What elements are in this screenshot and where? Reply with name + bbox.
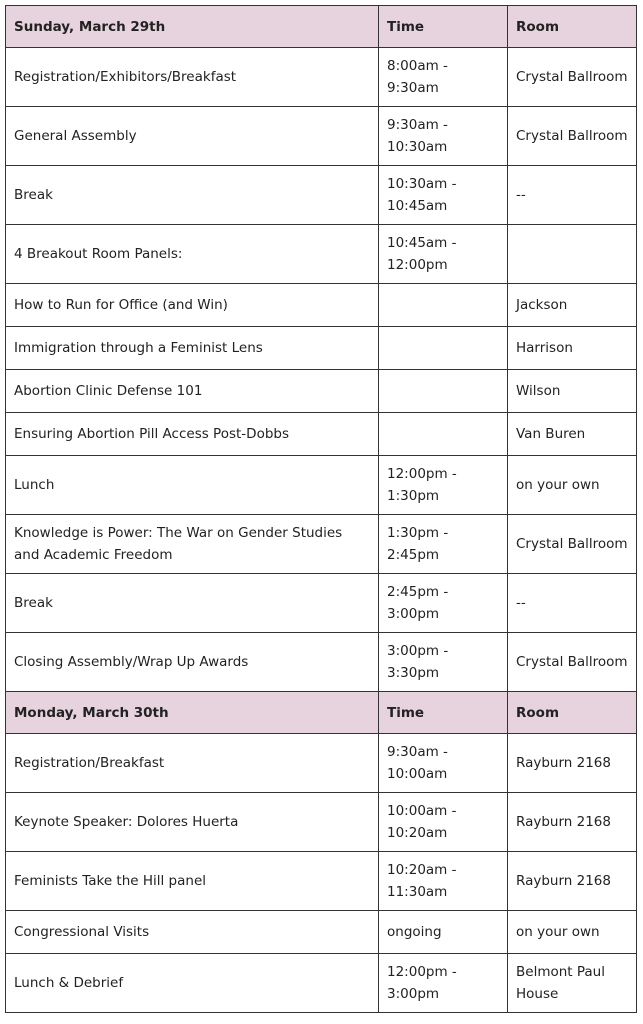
time-line: 10:00am - (387, 803, 457, 819)
time-line: 12:00pm (387, 257, 448, 273)
time-cell (379, 911, 508, 954)
schedule-body (6, 6, 637, 1013)
time-line: 3:30pm (387, 665, 440, 681)
time-cell (379, 633, 508, 692)
time-line: 3:00pm - (387, 643, 449, 659)
time-cell (379, 515, 508, 574)
room-column-header: Room (508, 692, 637, 734)
time-line: 10:45am (387, 198, 448, 214)
time-line: 3:00pm (387, 606, 440, 622)
event-cell: Closing Assembly/Wrap Up Awards (6, 633, 379, 692)
event-cell: Lunch (6, 456, 379, 515)
time-cell (379, 225, 508, 284)
time-column-header: Time (379, 692, 508, 734)
table-row (6, 633, 637, 692)
time-cell (379, 793, 508, 852)
event-cell: Knowledge is Power: The War on Gender Studies and Academic Freedom (6, 515, 379, 574)
table-row (6, 734, 637, 793)
room-cell: Harrison (508, 327, 637, 370)
time-line: 2:45pm (387, 547, 440, 563)
room-cell: Rayburn 2168 (508, 852, 637, 911)
time-cell (379, 574, 508, 633)
room-cell: Crystal Ballroom (508, 515, 637, 574)
time-line: 9:30am (387, 80, 439, 96)
table-row (6, 852, 637, 911)
time-line: 3:00pm (387, 986, 440, 1002)
time-line: 9:30am - (387, 117, 448, 133)
room-cell: Rayburn 2168 (508, 734, 637, 793)
table-row (6, 574, 637, 633)
time-line: 10:20am - (387, 862, 457, 878)
table-row (6, 107, 637, 166)
event-cell: How to Run for Office (and Win) (6, 284, 379, 327)
event-cell: 4 Breakout Room Panels: (6, 225, 379, 284)
time-cell (379, 107, 508, 166)
room-cell: Crystal Ballroom (508, 48, 637, 107)
time-line: 8:00am - (387, 58, 448, 74)
table-row (6, 327, 637, 370)
time-line: 11:30am (387, 884, 448, 900)
time-line: 10:00am (387, 766, 448, 782)
table-row (6, 225, 637, 284)
time-cell (379, 284, 508, 327)
time-line: 10:20am (387, 825, 448, 841)
time-cell (379, 166, 508, 225)
time-line: ongoing (387, 924, 442, 940)
event-cell: Feminists Take the Hill panel (6, 852, 379, 911)
room-cell: -- (508, 166, 637, 225)
event-cell: Ensuring Abortion Pill Access Post-Dobbs (6, 413, 379, 456)
time-line: 10:30am (387, 139, 448, 155)
table-row (6, 954, 637, 1013)
room-cell: Belmont Paul House (508, 954, 637, 1013)
day-header-title: Monday, March 30th (6, 692, 379, 734)
room-column-header: Room (508, 6, 637, 48)
time-line: 9:30am - (387, 744, 448, 760)
event-cell: Abortion Clinic Defense 101 (6, 370, 379, 413)
time-cell (379, 456, 508, 515)
time-cell (379, 413, 508, 456)
table-row (6, 911, 637, 954)
day-header-title: Sunday, March 29th (6, 6, 379, 48)
room-cell: Van Buren (508, 413, 637, 456)
table-row (6, 284, 637, 327)
table-row (6, 515, 637, 574)
table-row (6, 370, 637, 413)
time-cell (379, 370, 508, 413)
event-cell: Keynote Speaker: Dolores Huerta (6, 793, 379, 852)
event-cell: Congressional Visits (6, 911, 379, 954)
time-cell (379, 852, 508, 911)
event-cell: General Assembly (6, 107, 379, 166)
table-row (6, 413, 637, 456)
time-line: 12:00pm - (387, 466, 457, 482)
time-line: 12:00pm - (387, 964, 457, 980)
time-line: 1:30pm (387, 488, 440, 504)
event-cell: Lunch & Debrief (6, 954, 379, 1013)
time-cell (379, 734, 508, 793)
day-header-row (6, 692, 637, 734)
room-cell: Crystal Ballroom (508, 107, 637, 166)
event-cell: Registration/Exhibitors/Breakfast (6, 48, 379, 107)
event-cell: Registration/Breakfast (6, 734, 379, 793)
event-cell: Immigration through a Feminist Lens (6, 327, 379, 370)
time-column-header: Time (379, 6, 508, 48)
event-cell: Break (6, 166, 379, 225)
room-cell: Jackson (508, 284, 637, 327)
time-cell (379, 327, 508, 370)
room-cell (508, 225, 637, 284)
time-cell (379, 954, 508, 1013)
time-line: 10:30am - (387, 176, 457, 192)
table-row (6, 456, 637, 515)
day-header-row (6, 6, 637, 48)
room-cell: -- (508, 574, 637, 633)
schedule-table (5, 5, 637, 1013)
table-row (6, 48, 637, 107)
room-cell: on your own (508, 456, 637, 515)
room-cell: Crystal Ballroom (508, 633, 637, 692)
room-cell: on your own (508, 911, 637, 954)
event-cell: Break (6, 574, 379, 633)
time-line: 10:45am - (387, 235, 457, 251)
table-row (6, 166, 637, 225)
time-line: 1:30pm - (387, 525, 449, 541)
room-cell: Wilson (508, 370, 637, 413)
table-row (6, 793, 637, 852)
time-line: 2:45pm - (387, 584, 449, 600)
room-cell: Rayburn 2168 (508, 793, 637, 852)
time-cell (379, 48, 508, 107)
